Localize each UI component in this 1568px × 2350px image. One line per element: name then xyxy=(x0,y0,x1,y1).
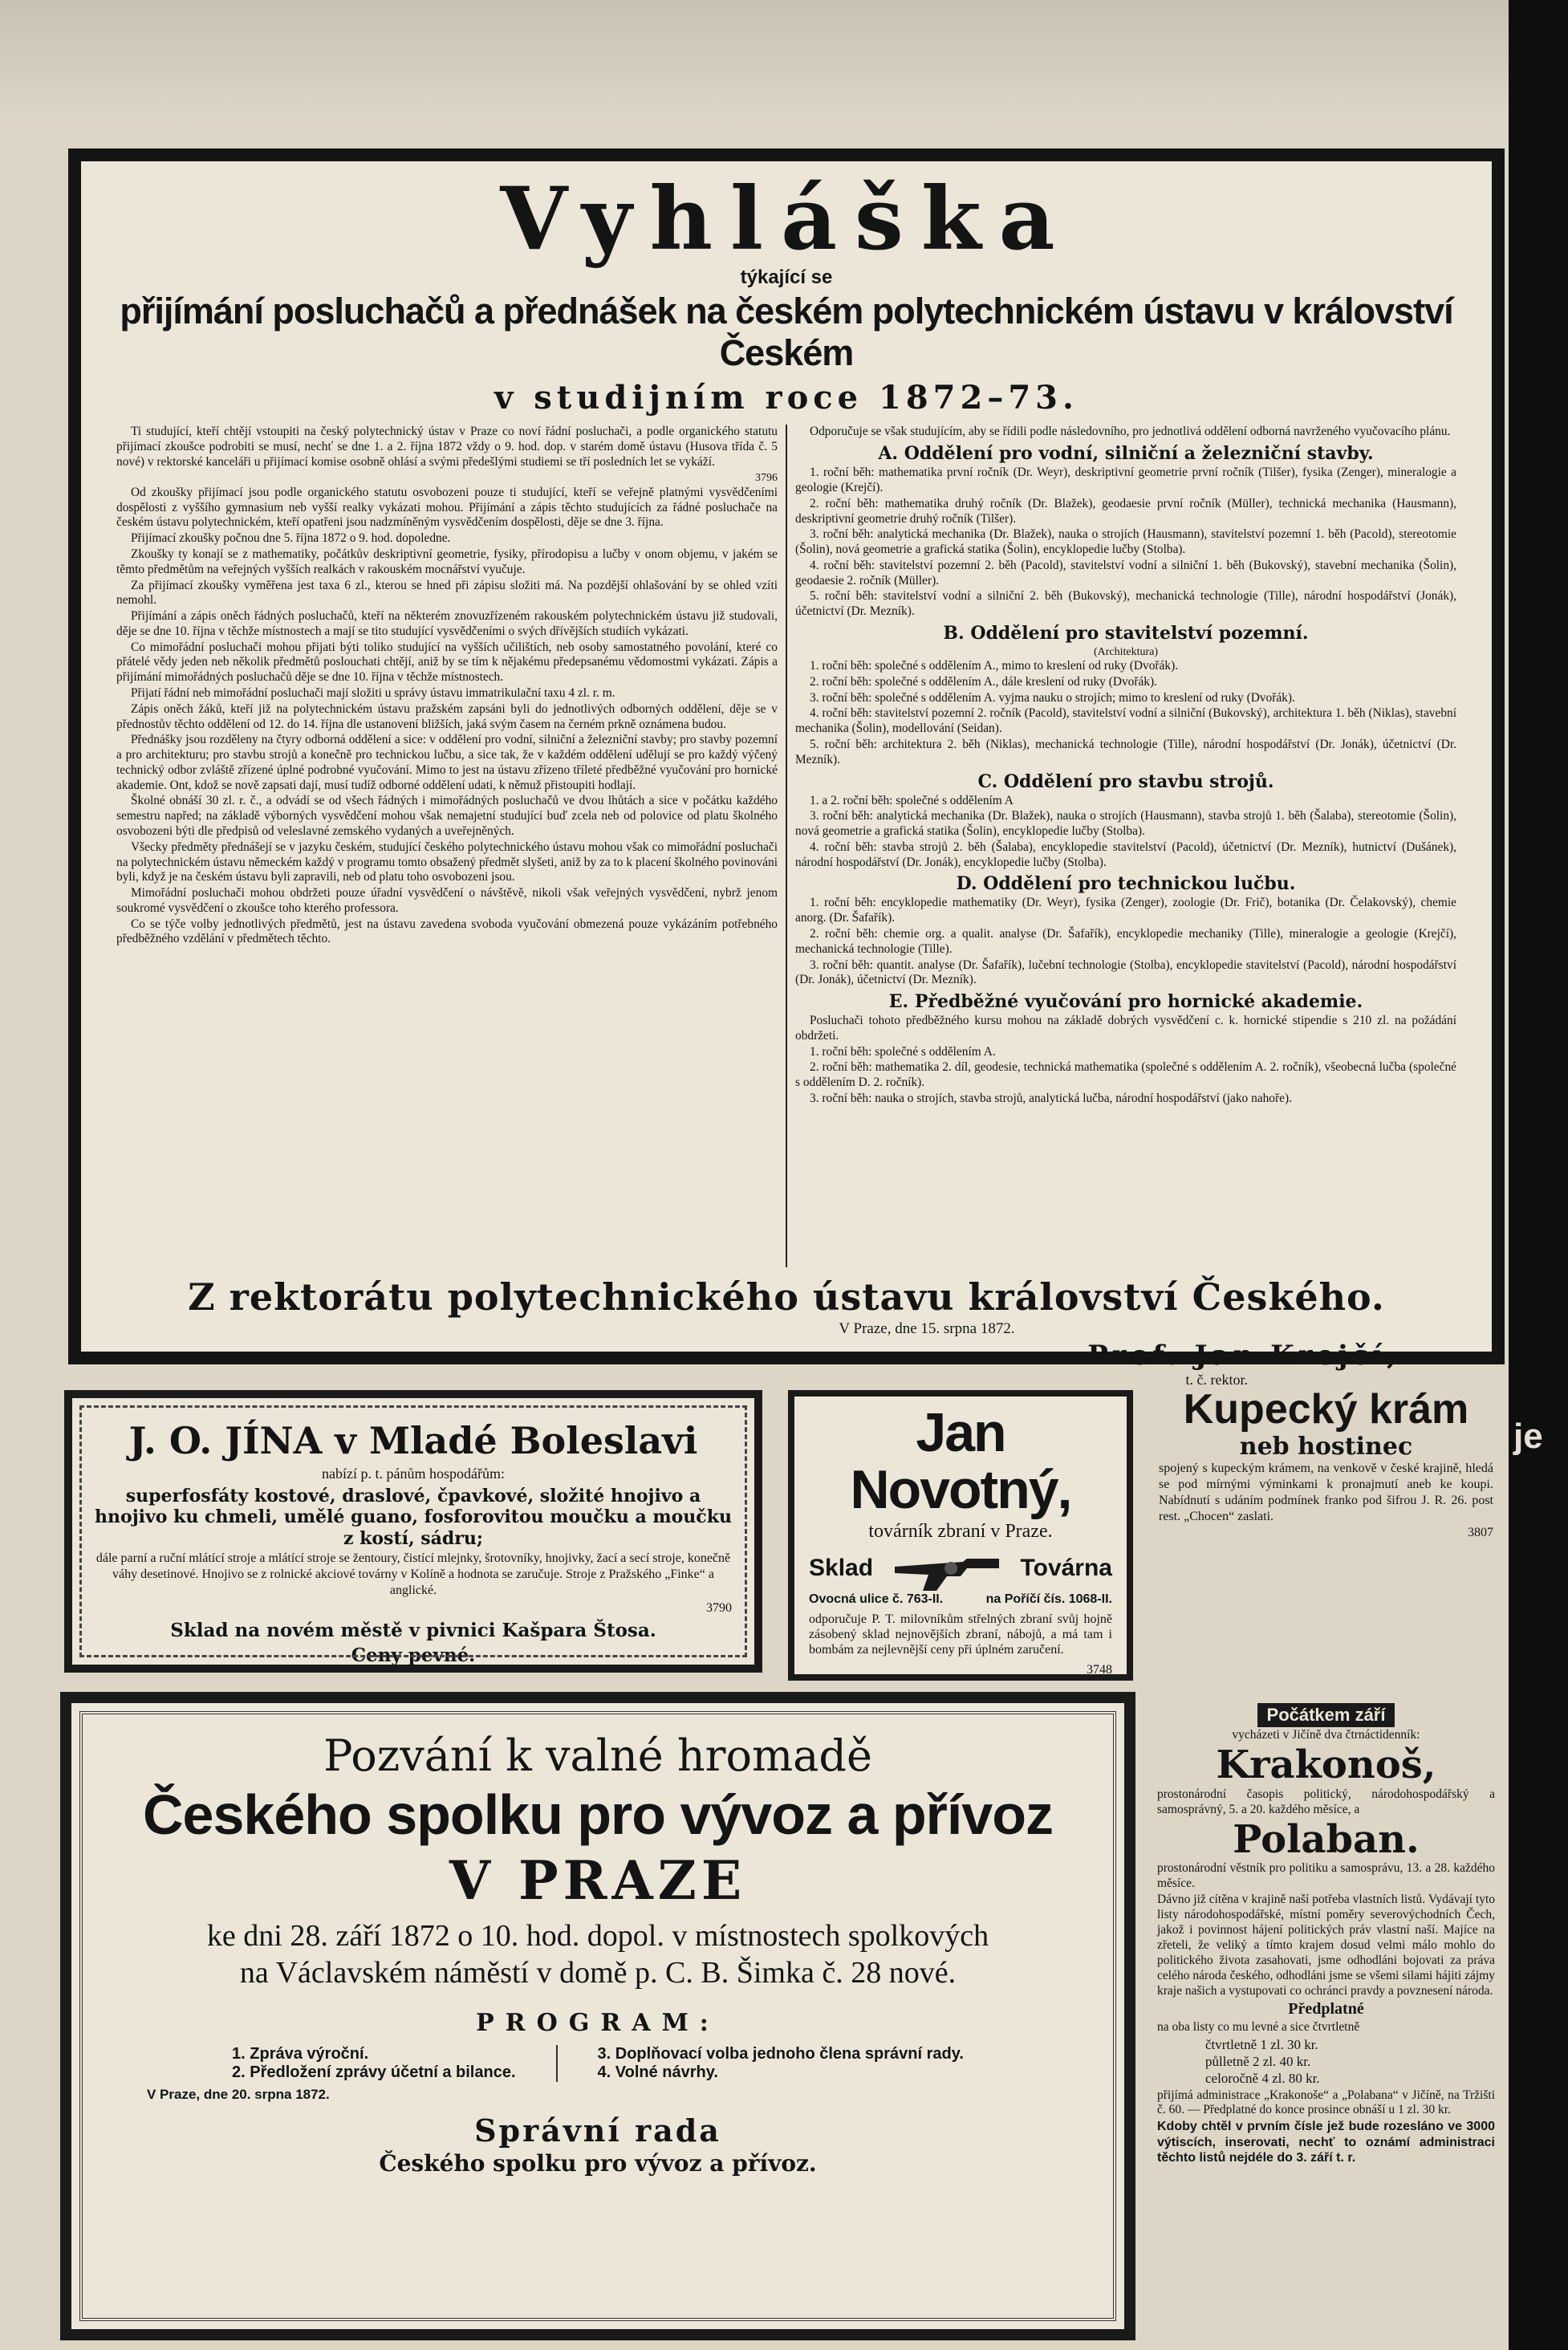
rector-line: Z rektorátu polytechnického ústavu království Českého. xyxy=(188,1275,1385,1319)
section-heading: E. Předběžné vyučování pro hornické akademie. xyxy=(888,991,1363,1013)
ad-kupecky-body: spojený s kupeckým krámem, na venkově v české krajině, hledá se pod mírnými výminkami k pronajmutí aneb ke koupi. Nabídnutí s udáním podmínek franko pod šifrou J. R. 26. post rest. „Chocen“ zaslati. xyxy=(1159,1462,1493,1524)
ad-kupecky-number: 3807 xyxy=(1468,1526,1493,1540)
section-line: 5. roční běh: stavitelství vodní a silniční 2. běh (Bukovský), mechanická technologie (Tille), národní hospodářství (Jonák), účetnictví (Dr. Mezník). xyxy=(795,589,1456,619)
meeting-line2: Českého spolku pro vývoz a přívoz xyxy=(143,1783,1053,1846)
ad-jina-prices: Ceny pevné. xyxy=(351,1645,476,1667)
section-line: 3. roční běh: společné s oddělením A. vyjma nauku o strojích; mimo to kreslení od ruky (Dvořák). xyxy=(810,690,1295,705)
section-line: 1. roční běh: encyklopedie mathematiky (Dr. Weyr), fysika (Zenger), zoologie (Dr. Frič), botanika (Dr. Čelakovský), chemie anorg. (Dr. Šafařík). xyxy=(795,896,1456,925)
ad-kupecky-sub: neb hostinec xyxy=(1239,1433,1413,1462)
ad-novotny-addr-left: Ovocná ulice č. 763-II. xyxy=(809,1592,944,1606)
program-item: 1. Zpráva výroční. xyxy=(232,2045,369,2063)
meeting-date: V Praze, dne 20. srpna 1872. xyxy=(147,2087,330,2103)
adjacent-page-strip xyxy=(1509,0,1568,2350)
krakonos-note: Kdoby chtěl v prvním čísle jež bude rozesláno ve 3000 výtiscích, inserovati, nechť to oznámí administraci těchto listů nejdéle do 3. září t. r. xyxy=(1157,2120,1495,2165)
signature-role: t. č. rektor. xyxy=(1185,1372,1248,1388)
section-line: 1. a 2. roční běh: společné s oddělením A xyxy=(810,793,1014,807)
ad-kupecky-heading: Kupecký krám xyxy=(1183,1386,1469,1433)
notice-paragraph: Mimořádní posluchači mohou obdržeti pouze úřadní vysvědčení o návštěvě, nikoli však veřejných vysvědčení, nybrž jenom soukromé vysvědčení o zkoušce toho kterého professora. xyxy=(116,886,778,915)
ad-jina-machines: dále parní a ruční mlátící stroje a mlátící stroje se žentoury, čistící mlejnky, šrotovníky, hnojivky, žací a secí stroje, konečně váhy desetinové. Hnojivo se z rolnické akciové továrny v Kolíně a hodnota se zaručuje. Stroje z Pražského „Finke“ a anglické. xyxy=(95,1551,731,1598)
ad-jina-heading: J. O. JÍNA v Mladé Boleslavi xyxy=(128,1419,698,1462)
polaban-desc: prostonárodní věstník pro politiku a samosprávu, 13. a 28. každého měsíce. xyxy=(1157,1861,1495,1891)
section-line: 4. roční běh: stavitelství pozemní 2. ročník (Pacold), stavitelství vodní a silniční (Bukovský), architektura 1. běh (Niklas), stavební mechanika (Šolin), modellování (Seidan). xyxy=(795,706,1456,736)
section-subheading: (Architektura) xyxy=(1093,645,1159,658)
revolver-icon xyxy=(887,1544,1007,1592)
notice-paragraph: Školné obnáší 30 zl. r. č., a odvádí se od všech řádných i mimořádných posluchačů ve dvou lhůtách a sice v počátku každého semestru napřed; na základě výborných vysvědčení mohou však nemajetní studující buď zcela neb od polovice od platu školného osvobozeni býti dle předpisů od veleslavné zemského vydaných a uveřejněných. xyxy=(116,794,778,838)
section-heading: D. Oddělení pro technickou lučbu. xyxy=(956,873,1296,895)
krakonos-title: Krakonoš, xyxy=(1216,1742,1436,1787)
vyhlaska-notice xyxy=(68,148,1505,1388)
krakonos-intro: vycházeti v Jičíně dva čtrnáctidenník: xyxy=(1232,1728,1420,1742)
notice-paragraph: Zápis oněch žáků, kteří již na polytechnickém ústavu pražském zapsáni byli do jednotlivých odborných oddělení, děje se v přednostův těchto oddělení od 12. do 14. října dle ustanovení bližších, jaká svým časem na černém prkně oznámena budou. xyxy=(116,701,778,731)
meeting-when1: ke dni 28. září 1872 o 10. hod. dopol. v místnostech spolkových xyxy=(206,1919,989,1953)
ad-novotny-name: Jan Novotný, xyxy=(850,1402,1071,1521)
section-line: 3. roční běh: analytická mechanika (Dr. Blažek), nauka o strojích (Hausmann), stavba strojů 1. běh (Šalaba), stereotomie (Šolin), nová geometrie a grafická statika (Šolin), encyklopedie lučby (Stolba). xyxy=(795,809,1456,839)
predplatne-intro: na oba listy co mu levné a sice čtvrtletně xyxy=(1157,2019,1360,2034)
place-date: V Praze, dne 15. srpna 1872. xyxy=(839,1320,1015,1338)
meeting-when2: na Václavském náměstí v domě p. C. B. Šimka č. 28 nové. xyxy=(239,1955,957,1990)
ad-number: 3796 xyxy=(755,471,778,484)
section-line: Posluchači tohoto předběžného kursu mohou na základě dobrých vysvědčení c. k. hornické stipendie s 210 zl. na požádání obdržeti. xyxy=(795,1014,1456,1043)
krakonos-desc: prostonárodní časopis politický, národohospodářský a samosprávný, 5. a 20. každého měsíce, a xyxy=(1157,1787,1495,1816)
section-line: 4. roční běh: stavitelství pozemní 2. běh (Pacold), stavitelství vodní a silniční 1. běh (Bukovský), stavební mechanika (Šolin), geodaesie 2. ročník (Müller). xyxy=(795,558,1456,588)
section-line: 2. roční běh: chemie org. a qualit. analyse (Dr. Šafařík), encyklopedie mechaniky (Tille), mineralogie a geologie (Krejčí), mechanická technologie (Tille). xyxy=(795,927,1456,956)
notice-year: v studijním roce 1872–73. xyxy=(494,379,1079,417)
section-heading: A. Oddělení pro vodní, silniční a železniční stavby. xyxy=(878,443,1374,465)
program-divider xyxy=(556,2045,558,2082)
right-intro: Odporučuje se však studujícím, aby se řídili podle následovního, pro jednotlivá oddělení odborná navrženého vyučovacího plánu. xyxy=(810,425,1451,439)
polaban-title: Polaban. xyxy=(1233,1816,1420,1862)
notice-paragraph: Co mimořádní posluchači mohou přijati býti toliko studující na vyšších učilištích, neb osoby samostatného povolání, které co přátelé vědy jeden neb několik předmětů poslouchati chtějí, aniž by se tím k nějakému předepsanému vědomostmi vykázati. Zápis a přijímání mimořádných posluchačů děje se dne 10. října v těchže místnostech. xyxy=(116,640,778,685)
price-line: půlletně 2 zl. 40 kr. xyxy=(1205,2054,1311,2070)
notice-subtitle: přijímání posluchačů a přednášek na českém polytechnickém ústavu v království Českém xyxy=(120,291,1453,374)
ad-jina-offer: nabízí p. t. pánům hospodářům: xyxy=(322,1466,505,1482)
section-line: 2. roční běh: společné s oddělením A., dále kreslení od ruky (Dvořák). xyxy=(810,674,1157,689)
ad-novotny-body: odporučuje P. T. milovníkům střelných zbraní svůj hojně zásobený sklad nejnovějších zbraní, nábojů, a má tam i bombám za nejlevnější ceny při úplném zaručení. xyxy=(809,1612,1112,1657)
section-line: 3. roční běh: analytická mechanika (Dr. Blažek), nauka o strojích (Hausmann), stavitelství pozemní 1. běh (Pacold), stereotomie (Šolin), nová geometrie a grafická statika (Šolin), encyklopedie lučby (Stolba). xyxy=(795,527,1456,557)
section-line: 2. roční běh: mathematika druhý ročník (Dr. Blažek), geodaesie první ročník (Müller), technická mechanika (Hausmann), deskriptivní geometrie druhý ročník (Tilšer). xyxy=(795,496,1456,526)
notice-paragraph: Za přijímací zkoušky vyměřena jest taxa 6 zl., kterou se hned při zápisu složiti má. Na pozdější ohlašování by se ohled vzíti nemohl. xyxy=(116,578,778,608)
ad-novotny-addr-right: na Poříčí čís. 1068-II. xyxy=(985,1592,1112,1606)
notice-paragraph: Zkoušky ty konají se z mathematiky, počátkův deskriptivní geometrie, fysiky, přírodopisu a lučby v onom objemu, v jakém se těmto předmětům na veřejných vyšších realkách v rakouském mocnářství vyučuje. xyxy=(116,547,778,576)
notice-right-column xyxy=(787,425,1464,1267)
meeting-line3: V PRAZE xyxy=(449,1849,747,1912)
notice-left-column xyxy=(108,425,787,1267)
page-top-edge xyxy=(0,0,1568,120)
program-item: 4. Volné návrhy. xyxy=(597,2063,718,2082)
adjacent-page-fragment: je xyxy=(1513,1417,1543,1456)
notice-paragraph: Přijatí řádní neb mimořádní posluchači mají složiti u správy ústavu immatrikulační taxu 4 zl. r. m. xyxy=(131,685,615,700)
ad-novotny-tovarna: Továrna xyxy=(1020,1554,1112,1581)
meeting-line1: Pozvání k valné hromadě xyxy=(323,1730,872,1781)
program-title: PROGRAM: xyxy=(476,2009,720,2038)
meeting-signature1: Správní rada xyxy=(474,2112,721,2149)
section-line: 1. roční běh: společné s oddělením A. xyxy=(810,1044,996,1059)
ad-jina-products: superfosfáty kostové, draslové, čpavkové, složité hnojivo a hnojivo ku chmeli, umělé guano, fosforovitou moučku a moučku z kostí, sádru; xyxy=(95,1486,732,1549)
program-left xyxy=(232,2045,515,2082)
notice-paragraph: Od zkoušky přijímací jsou podle organického statutu osvobozeni pouze ti studující, kteří se veřejně platnými vysvědčeními dospělosti z vyššího gymnasium neb vyšší realky vykázati mohou. Přijímání a zápis těchto studujících za řádné posluchače na českém ústavu polytechnickém, kteří opatřeni jsou nadzmíněným vysvědčením dospělosti, děje se dne 3. října. xyxy=(116,485,778,530)
meeting-signature2: Českého spolku pro vývoz a přívoz. xyxy=(379,2150,817,2177)
notice-title: Vyhláška xyxy=(500,169,1073,270)
price-line: celoročně 4 zl. 80 kr. xyxy=(1205,2071,1320,2087)
krakonos-bar: Počátkem září xyxy=(1257,1703,1395,1727)
notice-paragraph: Všecky předměty přednášejí se v jazyku českém, studující českého polytechnického ústavu mohou však co mimořádní posluchači na polytechnickém ústavu německém každý v programu tomto obsažený předmět slyšeti, aniž by za to k placení školného povinováni byli, když je na českém ústavu byli zapravili, neb od platu toho osvobozeni jsou. xyxy=(116,840,778,884)
program-right xyxy=(598,2045,964,2082)
section-line: 1. roční běh: mathematika první ročník (Dr. Weyr), deskriptivní geometrie první ročník (Tilšer), fysika (Zenger), mineralogie a geologie (Krejčí). xyxy=(795,466,1456,494)
section-line: 1. roční běh: společné s oddělením A., mimo to kreslení od ruky (Dvořák). xyxy=(810,659,1179,673)
ad-jina-store: Sklad na novém městě v pivnici Kašpara Štosa. xyxy=(170,1620,656,1642)
ad-meeting xyxy=(60,1692,1135,2340)
notice-paragraph: Přijímání a zápis oněch řádných posluchačů, kteří na některém znovuzřízeném rakouském polytechnickém ústavu již studovali, děje se dne 10. října v těchže místnostech a mají se tito studující vysvědčeními o svých dřívějších studiích vykázati. xyxy=(116,609,778,638)
ad-jina-number: 3790 xyxy=(706,1601,732,1616)
ad-novotny-sklad: Sklad xyxy=(809,1554,874,1581)
section-line: 2. roční běh: mathematika 2. díl, geodesie, technická mathematika (společné s oddělením A. 2. ročník), všeobecná lučba (společné s oddělením D. 2. ročník). xyxy=(795,1060,1456,1090)
section-heading: C. Oddělení pro stavbu strojů. xyxy=(977,770,1274,792)
ad-novotny-number: 3748 xyxy=(1087,1663,1112,1677)
price-list xyxy=(1205,2036,1495,2088)
price-line: čtvrtletně 1 zl. 30 kr. xyxy=(1205,2036,1318,2052)
section-heading: B. Oddělení pro stavitelství pozemní. xyxy=(943,622,1309,644)
notice-paragraph: Co se týče volby jednotlivých předmětů, jest na ústavu zavedena svoboda vyučování obmezená pouze vykázáním potřebného předběžného vzdělání v předmětech těchto. xyxy=(116,917,778,946)
section-line: 5. roční běh: architektura 2. běh (Niklas), mechanická technologie (Tille), národní hospodářství (Dr. Jonák), účetnictví (Dr. Mezník). xyxy=(795,737,1456,766)
program-item: 2. Předložení zprávy účetní a bilance. xyxy=(232,2063,516,2082)
krakonos-body: Dávno již cítěna v krajině naší potřeba vlastních listů. Vydávají tyto listy národohospodářské, místní poměry severovýchodních Čech, jakož i povinnost hájení politických práv vlastní naší. Majíce na zřeteli, že veliký a tímto krajem dosud velmi málo mohlo do politického života zasahovati, jsme odhodláni bojovati za práva celého národa českého, odhodláni jsme se všemi silami hájiti zájmy kraje našich a vystupovati co ochránci pravdy a povznesení národa. xyxy=(1157,1893,1495,1998)
section-line: 3. roční běh: nauka o strojích, stavba strojů, analytická lučba, národní hospodářství (jako nahoře). xyxy=(810,1092,1292,1106)
notice-paragraph: Ti studující, kteří chtějí vstoupiti na český polytechnický ústav v Praze co noví řádní posluchači, a podle organického statutu přijímací zkoušce podrobiti se musí, nechť se dne 1. a 2. října 1872 vždy o 9. hod. dop. v starém domě ústavu (Husova třída č. 5 nové) v rektorské kanceláři u přijímací komise osobně ohlásí a svými předešlými studiemi se tří posledních let se vykáží. xyxy=(116,425,778,469)
notice-paragraph: Přijímací zkoušky počnou dne 5. října 1872 o 9. hod. dopoledne. xyxy=(131,531,451,546)
ad-kupecky xyxy=(1148,1379,1505,1696)
ad-novotny xyxy=(788,1390,1133,1681)
ad-jina xyxy=(64,1390,762,1673)
ad-novotny-trade: továrník zbraní v Praze. xyxy=(868,1520,1053,1542)
notice-paragraph: Přednášky jsou rozděleny na čtyry odborná oddělení a sice: v oddělení pro vodní, silniční a železniční stavby; pro stavby pozemní a pro architekturu; pro stavbu strojů a konečně pro technickou lučbu, a sice tak, že v každém oddělení udělují se pro každý výčený technický odbor zvláště zřízené úplné podrobné vyučování. Mimo to jest na ústavu zřízeno tříleté předběžné vyučování pro hornické akademie. Ont, kdož se nově zapsati dají, musí tudíž odborné oddělení udati, k němuž přistoupiti hodlají. xyxy=(116,733,778,792)
predplatne-label: Předplatné xyxy=(1288,2000,1364,2019)
krakonos-admin: přijímá administrace „Krakonoše“ a „Polabana“ v Jičíně, na Tržišti č. 60. — Předplatné do konce prosince obnáší u 1 zl. 30 kr. xyxy=(1157,2088,1495,2117)
ad-krakonos xyxy=(1148,1700,1505,2342)
program-item: 3. Doplňovací volba jednoho člena správní rady. xyxy=(597,2045,964,2063)
signature-name: Prof. Jan Krejčí, xyxy=(1087,1340,1400,1372)
notice-subtitle-small: týkající se xyxy=(740,266,833,289)
section-line: 3. roční běh: quantit. analyse (Dr. Šafařík), lučební technologie (Stolba), encyklopedie stavitelství (Pacold), národní hospodářství (Dr. Jonák), účetnictví (Dr. Mezník). xyxy=(795,957,1456,987)
section-line: 4. roční běh: stavba strojů 2. běh (Šalaba), encyklopedie stavitelství (Pacold), účetnictví (Dr. Mezník), hutnictví (Dušánek), národní hospodářství (Dr. Jonák), encyklopedie lučby (Stolba). xyxy=(795,840,1456,869)
